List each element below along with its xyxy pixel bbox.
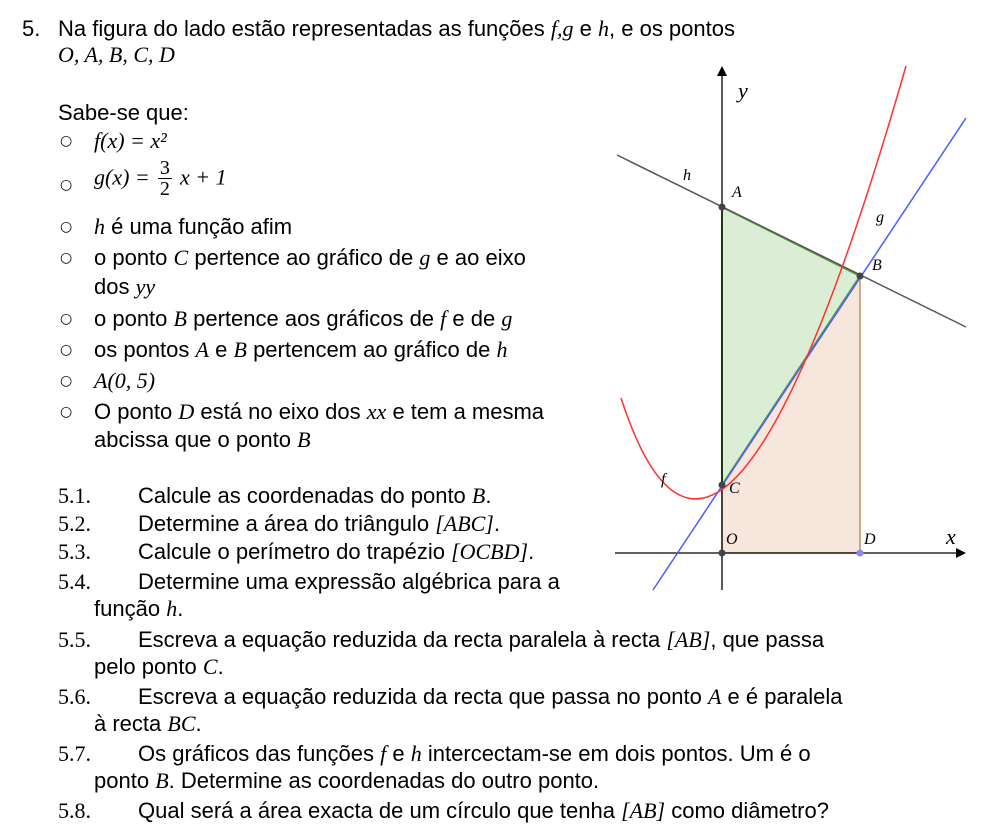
condition-g: g(x) = $\frac{3}{2}$ x + 1: [94, 157, 227, 200]
question-5-5: Escreva a equação reduzida da recta paralela à recta [AB], que passa: [138, 627, 825, 652]
bullet-icon: ○: [60, 133, 73, 149]
question-5-8: Qual será a área exacta de um círculo que tenha [AB] como diâmetro?: [138, 798, 829, 823]
question-5-7-line2: ponto B. Determine as coordenadas do outro ponto.: [94, 768, 600, 793]
bullet-icon: ○: [60, 250, 73, 266]
point-o: [719, 550, 726, 557]
question-number: 5.2.: [58, 511, 91, 536]
question-number: 5.3.: [58, 539, 91, 564]
axis-y-label: y: [738, 78, 748, 103]
label-g: g: [876, 209, 884, 226]
bullet-icon: ○: [60, 219, 73, 235]
bullet-icon: ○: [60, 373, 73, 389]
question-5-4: Determine uma expressão algébrica para a: [138, 569, 560, 594]
question-5-6: Escreva a equação reduzida da recta que passa no ponto A e é paralela: [138, 684, 843, 709]
bullet-icon: ○: [60, 342, 73, 358]
label-f: f: [661, 471, 666, 488]
bullet-icon: ○: [60, 311, 73, 327]
condition-d: O ponto D está no eixo dos xx e tem a mesma: [94, 399, 545, 424]
question-number: 5.1.: [58, 483, 91, 508]
points-list: O, A, B, C, D: [58, 42, 175, 67]
condition-c: o ponto C pertence ao gráfico de g e ao eixo: [94, 245, 526, 270]
axis-x-label: x: [946, 524, 956, 549]
label-a: A: [732, 184, 742, 201]
question-5-3: Calcule o perímetro do trapézio [OCBD].: [138, 539, 535, 564]
question-number: 5.7.: [58, 741, 91, 766]
label-b: B: [872, 257, 882, 274]
condition-ab: os pontos A e B pertencem ao gráfico de h: [94, 337, 508, 362]
point-d: [857, 550, 864, 557]
x-axis-arrow-icon: [956, 548, 966, 558]
known-label: Sabe-se que:: [58, 100, 189, 125]
question-number: 5.4.: [58, 569, 91, 594]
question-5-2: Determine a área do triângulo [ABC].: [138, 511, 500, 536]
label-d: D: [864, 531, 876, 548]
point-b: [857, 273, 864, 280]
bullet-icon: ○: [60, 404, 73, 420]
label-o: O: [726, 531, 738, 548]
condition-b: o ponto B pertence aos gráficos de f e de g: [94, 306, 513, 331]
question-number: 5.8.: [58, 798, 91, 823]
question-5-7: Os gráficos das funções f e h intercectam-se em dois pontos. Um é o: [138, 741, 811, 766]
problem-number: 5.: [22, 16, 41, 41]
y-axis-arrow-icon: [717, 66, 727, 76]
label-c: C: [729, 480, 740, 497]
condition-d-line2: abcissa que o ponto B: [94, 427, 311, 452]
question-number: 5.5.: [58, 627, 91, 652]
condition-c-line2: dos yy: [94, 274, 156, 299]
condition-f: f(x) = x²: [94, 128, 167, 153]
bullet-icon: ○: [60, 177, 73, 193]
point-a: [719, 204, 726, 211]
question-5-5-line2: pelo ponto C.: [94, 654, 224, 679]
problem-intro: Na figura do lado estão representadas as funções f,g e h, e os pontos: [58, 16, 735, 41]
function-graph-figure: [600, 58, 1000, 598]
question-5-4-line2: função h.: [94, 596, 184, 621]
condition-h: h é uma função afim: [94, 214, 293, 239]
question-number: 5.6.: [58, 684, 91, 709]
point-c: [719, 482, 726, 489]
condition-a: A(0, 5): [94, 368, 156, 393]
question-5-1: Calcule as coordenadas do ponto B.: [138, 483, 492, 508]
label-h: h: [683, 167, 691, 184]
question-5-6-line2: à recta BC.: [94, 711, 202, 736]
